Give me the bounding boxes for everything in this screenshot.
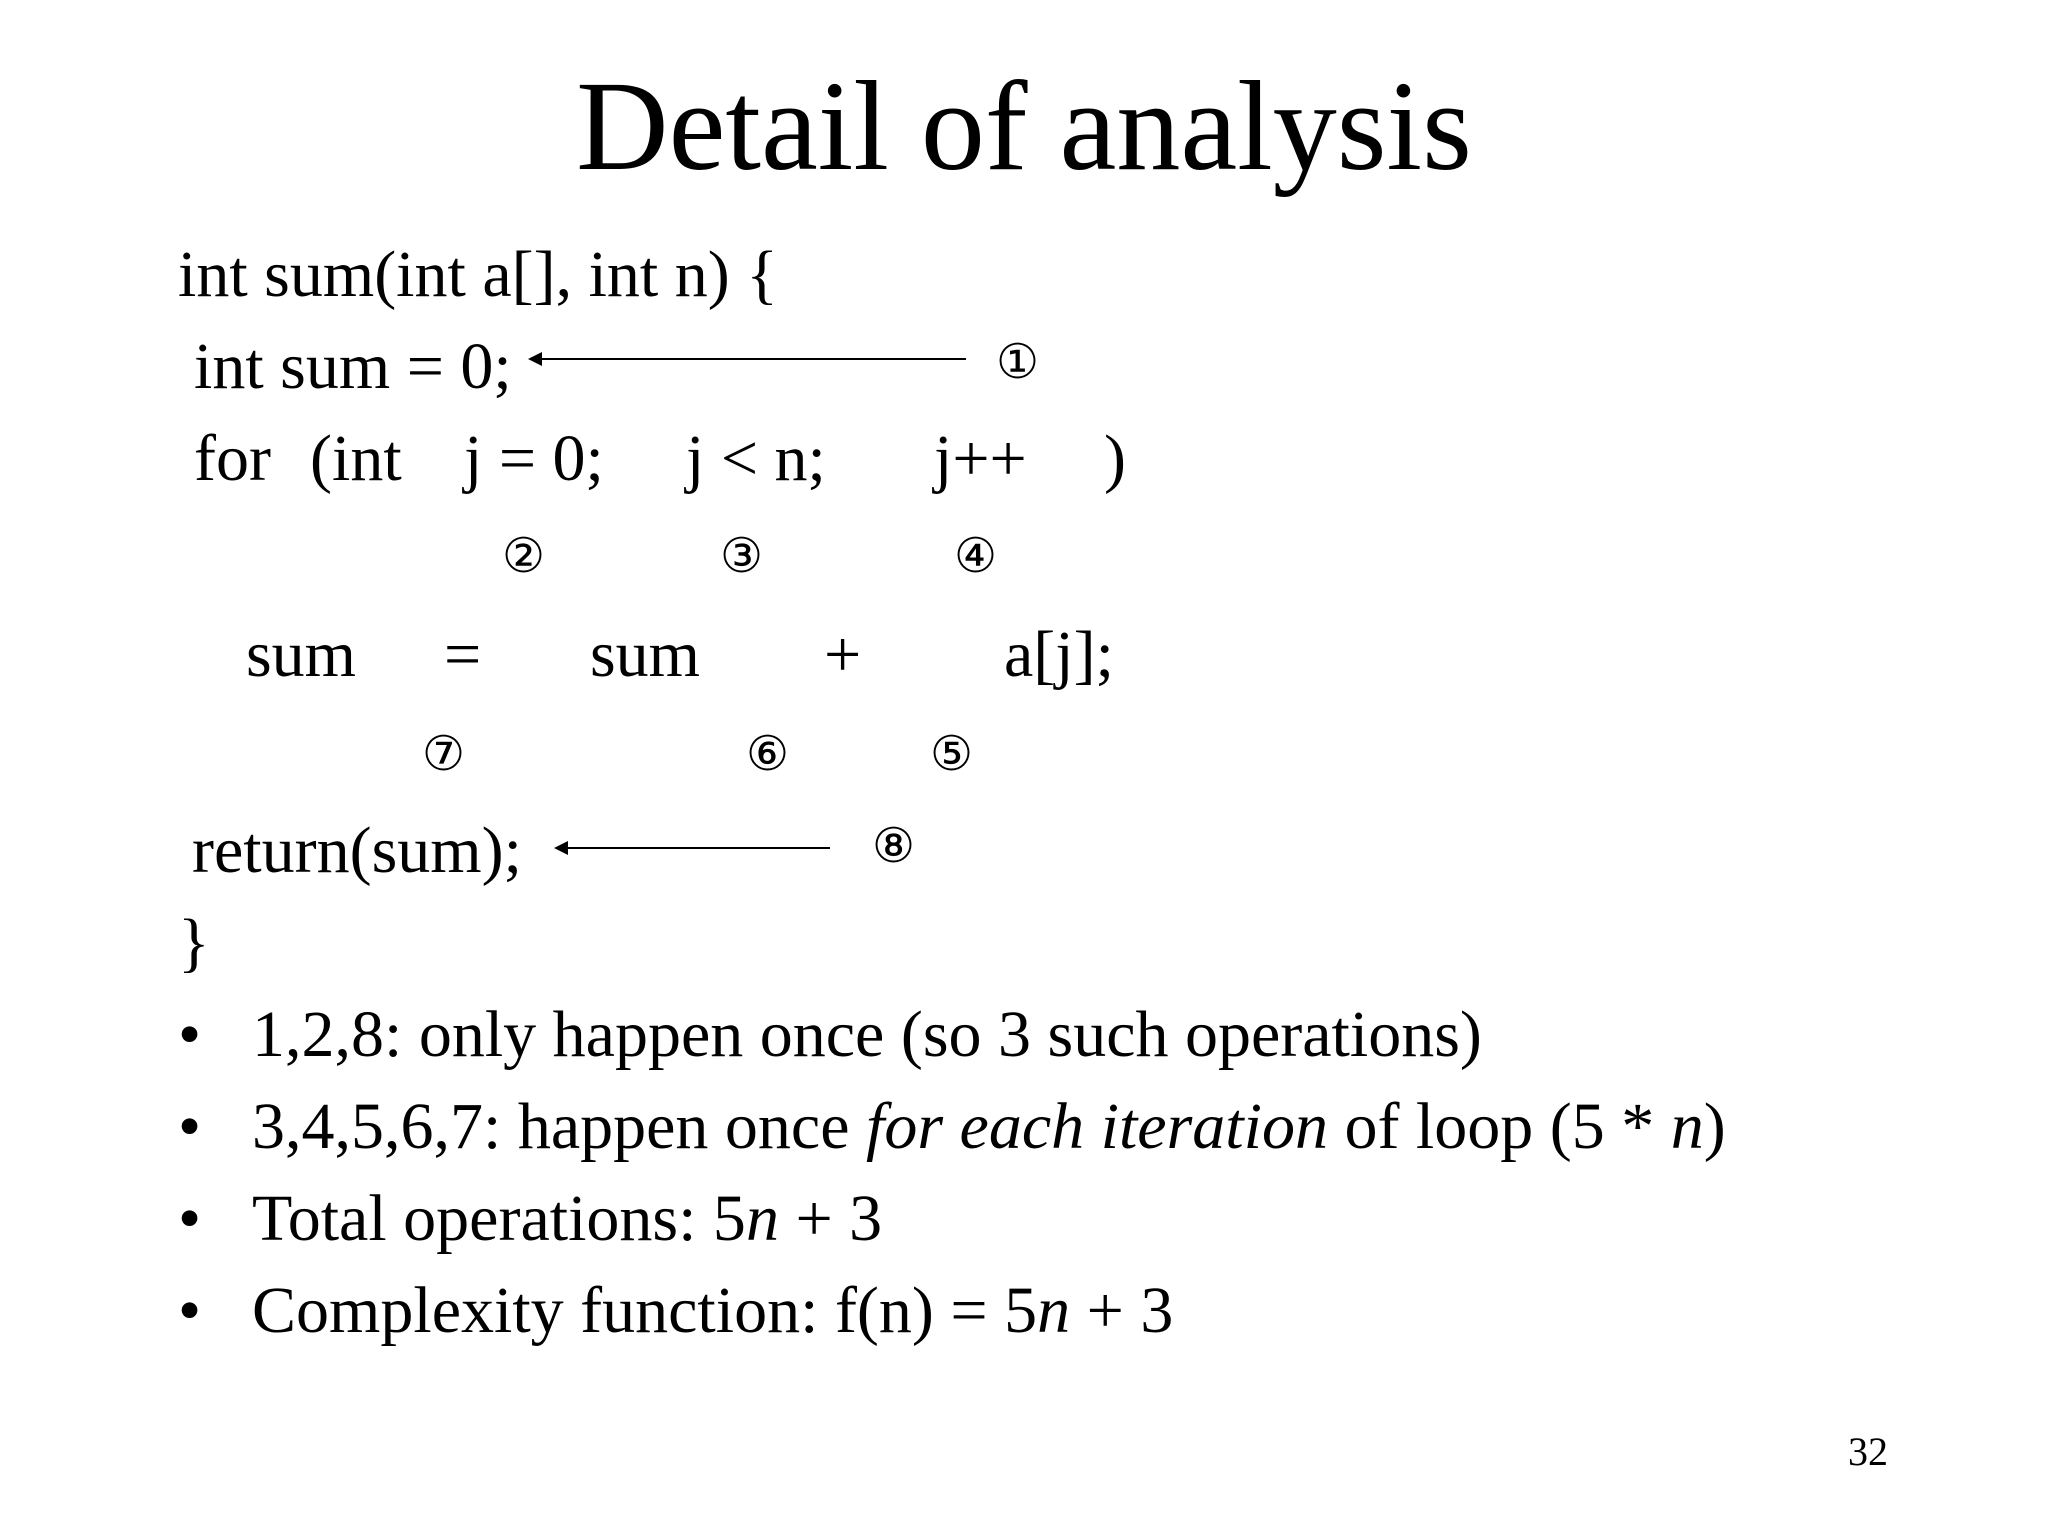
bullet-icon: • <box>178 1274 202 1347</box>
emphasis-variable: n <box>745 1182 779 1255</box>
marker-5: ⑤ <box>930 726 974 782</box>
bullet-icon: • <box>178 1090 202 1163</box>
marker-2: ② <box>502 528 546 584</box>
left-arrow-icon <box>554 841 830 855</box>
bullet-icon: • <box>178 1182 202 1255</box>
code-for-condition: j < n; <box>686 422 826 495</box>
code-line-signature: int sum(int a[], int n) { <box>178 238 778 311</box>
page-number: 32 <box>1848 1429 1888 1474</box>
bullet-text: 3,4,5,6,7: happen once for each iteration of loop (5 * n) <box>252 1090 1726 1163</box>
bullet-text: 1,2,8: only happen once (so 3 such operations) <box>252 998 1482 1071</box>
marker-1: ① <box>996 334 1040 390</box>
marker-8: ⑧ <box>872 818 916 874</box>
emphasis-text: for each iteration <box>866 1090 1328 1163</box>
code-assign-plus: + <box>824 618 862 691</box>
marker-6: ⑥ <box>746 726 790 782</box>
code-assign-array: a[j]; <box>1004 618 1114 691</box>
code-for-paren: (int <box>310 422 402 495</box>
bullet-text: Total operations: 5n + 3 <box>252 1182 883 1255</box>
code-for-close: ) <box>1104 422 1126 495</box>
bullet-text: Complexity function: f(n) = 5n + 3 <box>252 1274 1174 1347</box>
code-for-keyword: for <box>194 422 271 495</box>
code-line-init-sum: int sum = 0; <box>194 330 512 403</box>
code-assign-equals: = <box>444 618 482 691</box>
marker-3: ③ <box>720 528 764 584</box>
left-arrow-icon <box>528 352 966 366</box>
slide-title: Detail of analysis <box>576 55 1472 197</box>
emphasis-variable: n <box>1037 1274 1071 1347</box>
code-assign-target: sum <box>246 618 357 691</box>
bullet-icon: • <box>178 998 202 1071</box>
marker-4: ④ <box>954 528 998 584</box>
code-for-increment: j++ <box>934 422 1027 495</box>
marker-7: ⑦ <box>422 726 466 782</box>
code-line-return: return(sum); <box>192 814 522 887</box>
code-line-close-brace: } <box>178 906 210 979</box>
code-for-init: j = 0; <box>464 422 604 495</box>
emphasis-variable: n <box>1670 1090 1704 1163</box>
code-assign-sum: sum <box>590 618 701 691</box>
